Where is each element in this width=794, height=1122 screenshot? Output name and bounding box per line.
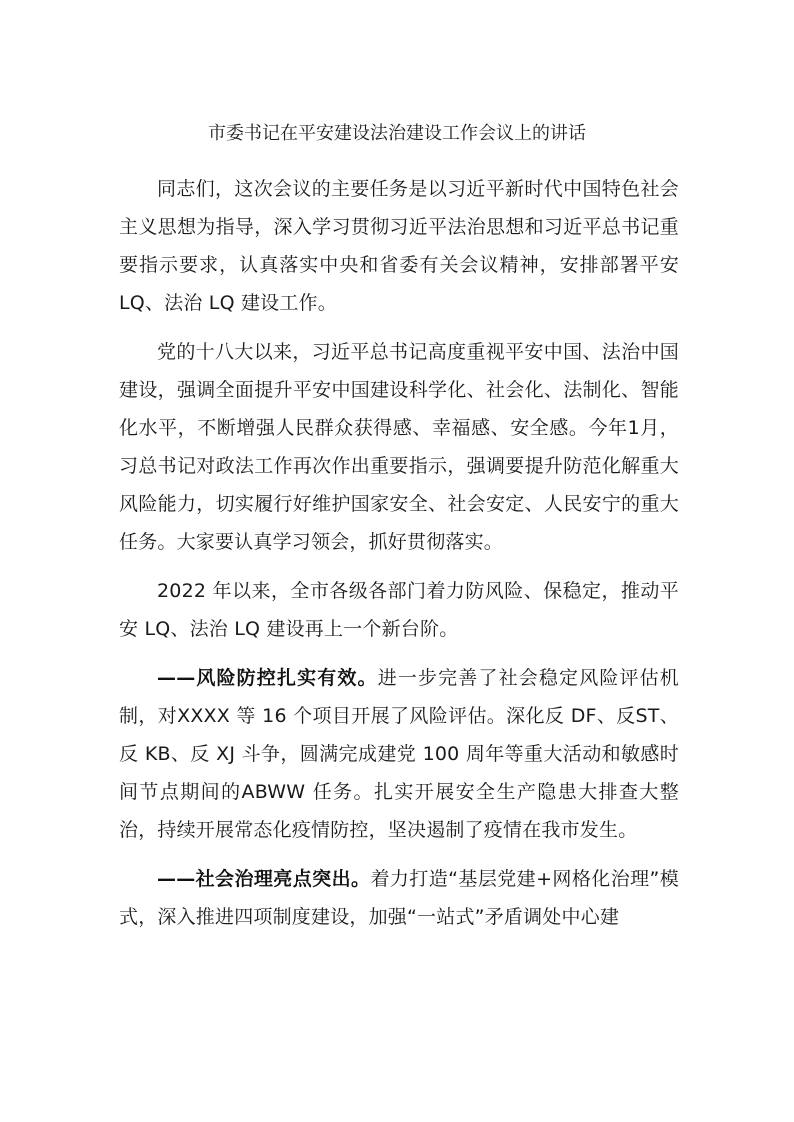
paragraph-text: 2022 年以来，全市各级各部门着力防风险、保稳定，推动平安 LQ、法治 LQ 建设再上一个新台阶。 [119, 580, 679, 640]
paragraph-lead: ——社会治理亮点突出。 [157, 868, 371, 890]
paragraph-text: 进一步完善了社会稳定风险评估机制，对XXXX 等 16 个项目开展了风险评估。深化反 DF、反ST、反 KB、反 XJ 斗争，圆满完成建党 100 周年等重大活动和敏感时间节点期间的ABWW 任务。扎实开展安全生产隐患大排查大整治，持续开展常态化疫情防控，坚决遏制了疫情在我市发生。 [119, 667, 679, 841]
document-title: 市委书记在平安建设法治建设工作会议上的讲话 [208, 123, 586, 144]
paragraph-text: 党的十八大以来，习近平总书记高度重视平安中国、法治中国建设，强调全面提升平安中国建设科学化、社会化、法制化、智能化水平，不断增强人民群众获得感、幸福感、安全感。今年1月，习总书记对政法工作再次作出重要指示，强调要提升防范化解重大风险能力，切实履行好维护国家安全、社会安定、人民安宁的重大任务。大家要认真学习领会，抓好贯彻落实。 [119, 341, 679, 553]
paragraph-text: 着力打造“基层党建+网格化治理”模式，深入推进四项制度建设，加强“一站式”矛盾调处中心建 [119, 868, 680, 928]
paragraph-social-governance [119, 860, 679, 936]
paragraph-risk-control [119, 659, 679, 849]
paragraph-opening [119, 170, 679, 322]
paragraph-text: 同志们，这次会议的主要任务是以习近平新时代中国特色社会主义思想为指导，深入学习贯彻习近平法治思想和习近平总书记重要指示要求，认真落实中央和省委有关会议精神，安排部署平安 LQ、法治 LQ 建设工作。 [119, 178, 679, 314]
paragraph-lead: ——风险防控扎实有效。 [157, 667, 378, 689]
document-body [119, 170, 679, 947]
paragraph-background [119, 333, 679, 561]
paragraph-summary [119, 572, 679, 648]
